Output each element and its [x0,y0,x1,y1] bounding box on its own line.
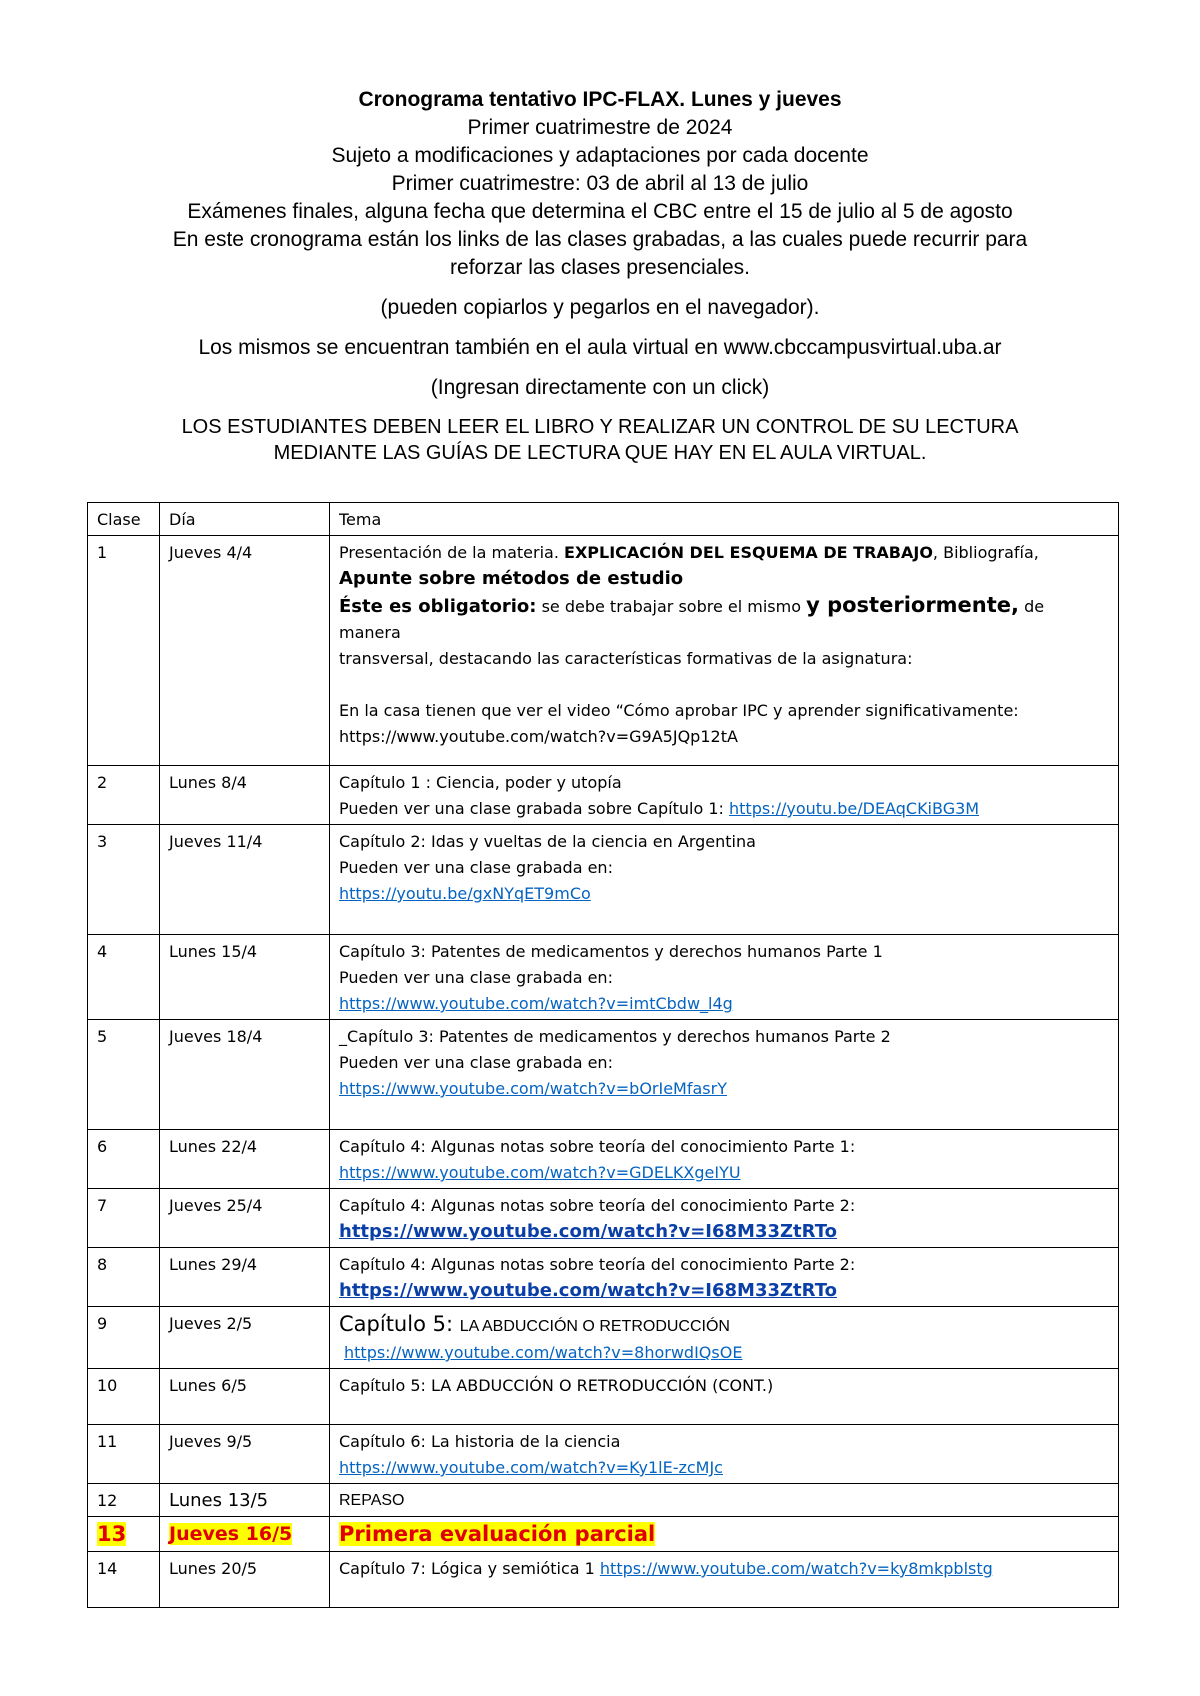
video-link[interactable]: https://www.youtube.com/watch?v=I68M33ZtRTo [339,1280,837,1301]
cell-dia: Jueves 11/4 [160,825,330,935]
video-link[interactable]: https://www.youtube.com/watch?v=Ky1lE-zcMJc [339,1458,723,1477]
cell-clase: 14 [88,1552,160,1608]
video-link[interactable]: https://youtu.be/gxNYqET9mCo [339,884,591,903]
video-link[interactable]: https://www.youtube.com/watch?v=I68M33ZtRTo [339,1221,837,1242]
header-tema: Tema [330,503,1119,536]
tema-text: En la casa tienen que ver el video “Cómo aprobar IPC y aprender significativamente: [339,701,1019,720]
cell-dia: Jueves 4/4 [160,536,330,766]
cell-dia: Lunes 8/4 [160,766,330,825]
copy-paste-line: (pueden copiarlos y pegarlos en el navegador). [380,296,820,319]
cell-tema: REPASO [330,1484,1119,1517]
exam-title: Primera evaluación parcial [339,1522,656,1546]
table-row [88,536,1119,766]
table-row [88,766,1119,825]
cell-tema [330,1189,1119,1248]
cell-dia: Lunes 15/4 [160,935,330,1020]
tema-text: LA ABDUCCIÓN O RETRODUCCIÓN [459,1318,730,1335]
cell-clase: 7 [88,1189,160,1248]
cell-dia: Jueves 9/5 [160,1425,330,1484]
cell-dia: Lunes 22/4 [160,1130,330,1189]
cell-clase: 12 [88,1484,160,1517]
header-clase: Clase [88,503,160,536]
exams-line: Exámenes finales, alguna fecha que determina el CBC entre el 15 de julio al 5 de agosto [187,200,1013,223]
cell-tema [330,1517,1119,1552]
header-dia: Día [160,503,330,536]
video-link[interactable]: https://www.youtube.com/watch?v=bOrIeMfasrY [339,1079,727,1098]
document-header [80,86,1120,466]
tema-text: Pueden ver una clase grabada en: [339,968,613,987]
cell-clase: 6 [88,1130,160,1189]
table-row [88,1020,1119,1130]
tema-bold-text: EXPLICACIÓN DEL ESQUEMA DE TRABAJO [564,543,933,562]
video-link[interactable]: https://www.youtube.com/watch?v=imtCbdw_l4g [339,994,733,1013]
cell-dia: Jueves 18/4 [160,1020,330,1130]
video-url-text: https://www.youtube.com/watch?v=G9A5JQp12tA [339,727,738,746]
cell-dia: Lunes 6/5 [160,1369,330,1425]
table-row [88,1307,1119,1369]
tema-text: de manera [339,597,1045,642]
tema-text: Capítulo 5: LA ABDUCCIÓN O RETRODUCCIÓN (CONT.) [339,1376,774,1395]
schedule-table [87,502,1119,1608]
table-row [88,1517,1119,1552]
tema-bold-text: Apunte sobre métodos de estudio [339,568,684,589]
cell-tema [330,1248,1119,1307]
cell-dia: Lunes 20/5 [160,1552,330,1608]
tema-text: Capítulo 4: Algunas notas sobre teoría del conocimiento Parte 2: [339,1196,856,1215]
table-row [88,1130,1119,1189]
tema-text: Capítulo 7: Lógica y semiótica 1 [339,1559,600,1578]
cell-tema [330,1369,1119,1425]
tema-text: , Bibliografía, [932,543,1039,562]
cell-tema [330,536,1119,766]
click-line: (Ingresan directamente con un click) [430,376,770,399]
cell-tema [330,766,1119,825]
cell-clase: 5 [88,1020,160,1130]
video-link[interactable]: https://www.youtube.com/watch?v=8horwdIQsOE [344,1343,743,1362]
table-header-row [88,503,1119,536]
table-row [88,1484,1119,1517]
cell-tema [330,1425,1119,1484]
document-title: Cronograma tentativo IPC-FLAX. Lunes y jueves [358,88,842,111]
cell-dia: Jueves 25/4 [160,1189,330,1248]
disclaimer-line: Sujeto a modificaciones y adaptaciones por cada docente [331,144,869,167]
tema-text: Presentación de la materia. [339,543,565,562]
cell-tema [330,935,1119,1020]
cell-tema [330,825,1119,935]
links-info-line: En este cronograma están los links de las clases grabadas, a las cuales puede recurrir para [172,228,1028,251]
term-dates-line: Primer cuatrimestre: 03 de abril al 13 de julio [391,172,809,195]
cell-tema [330,1307,1119,1369]
cell-dia: Lunes 29/4 [160,1248,330,1307]
tema-text: se debe trabajar sobre el mismo [536,597,807,616]
tema-text: _Capítulo 3: Patentes de medicamentos y derechos humanos Parte 2 [339,1027,891,1046]
links-info-line-2: reforzar las clases presenciales. [450,256,750,279]
tema-text: Pueden ver una clase grabada sobre Capítulo 1: [339,799,729,818]
cell-tema [330,1020,1119,1130]
tema-text: Capítulo 6: La historia de la ciencia [339,1432,621,1451]
term-line: Primer cuatrimestre de 2024 [467,116,733,139]
exam-clase: 13 [97,1522,127,1546]
students-notice-line-2: MEDIANTE LAS GUÍAS DE LECTURA QUE HAY EN EL AULA VIRTUAL. [273,442,927,464]
table-row [88,1369,1119,1425]
tema-text: Capítulo 4: Algunas notas sobre teoría del conocimiento Parte 1: [339,1137,856,1156]
table-row [88,1552,1119,1608]
tema-text: Capítulo 5: [339,1312,460,1336]
cell-clase: 9 [88,1307,160,1369]
cell-clase [88,1517,160,1552]
video-link[interactable]: https://www.youtube.com/watch?v=GDELKXgeIYU [339,1163,741,1182]
video-link[interactable]: https://youtu.be/DEAqCKiBG3M [729,799,980,818]
tema-text: transversal, destacando las características formativas de la asignatura: [339,649,913,668]
cell-clase: 3 [88,825,160,935]
table-row [88,935,1119,1020]
cell-tema [330,1552,1119,1608]
cell-tema [330,1130,1119,1189]
cell-clase: 11 [88,1425,160,1484]
students-notice-line: LOS ESTUDIANTES DEBEN LEER EL LIBRO Y REALIZAR UN CONTROL DE SU LECTURA [181,416,1019,438]
table-row [88,1425,1119,1484]
cell-clase: 4 [88,935,160,1020]
tema-text: Pueden ver una clase grabada en: [339,1053,613,1072]
cell-clase: 2 [88,766,160,825]
tema-text: Capítulo 1 : Ciencia, poder y utopía [339,773,622,792]
tema-text: Capítulo 2: Idas y vueltas de la ciencia en Argentina [339,832,756,851]
virtual-classroom-line: Los mismos se encuentran también en el aula virtual en www.cbccampusvirtual.uba.ar [198,336,1002,359]
cell-clase: 10 [88,1369,160,1425]
cell-clase: 1 [88,536,160,766]
tema-text: Capítulo 4: Algunas notas sobre teoría del conocimiento Parte 2: [339,1255,856,1274]
table-row [88,825,1119,935]
table-row [88,1248,1119,1307]
table-row [88,1189,1119,1248]
tema-bold-text: y posteriormente, [806,593,1020,617]
cell-clase: 8 [88,1248,160,1307]
exam-dia: Jueves 16/5 [169,1523,293,1545]
cell-dia: Jueves 2/5 [160,1307,330,1369]
cell-dia [160,1517,330,1552]
tema-text: Capítulo 3: Patentes de medicamentos y derechos humanos Parte 1 [339,942,883,961]
tema-text: Pueden ver una clase grabada en: [339,858,613,877]
video-link[interactable]: https://www.youtube.com/watch?v=ky8mkpblstg [599,1559,993,1578]
tema-bold-text: Éste es obligatorio: [339,596,537,617]
cell-dia: Lunes 13/5 [160,1484,330,1517]
